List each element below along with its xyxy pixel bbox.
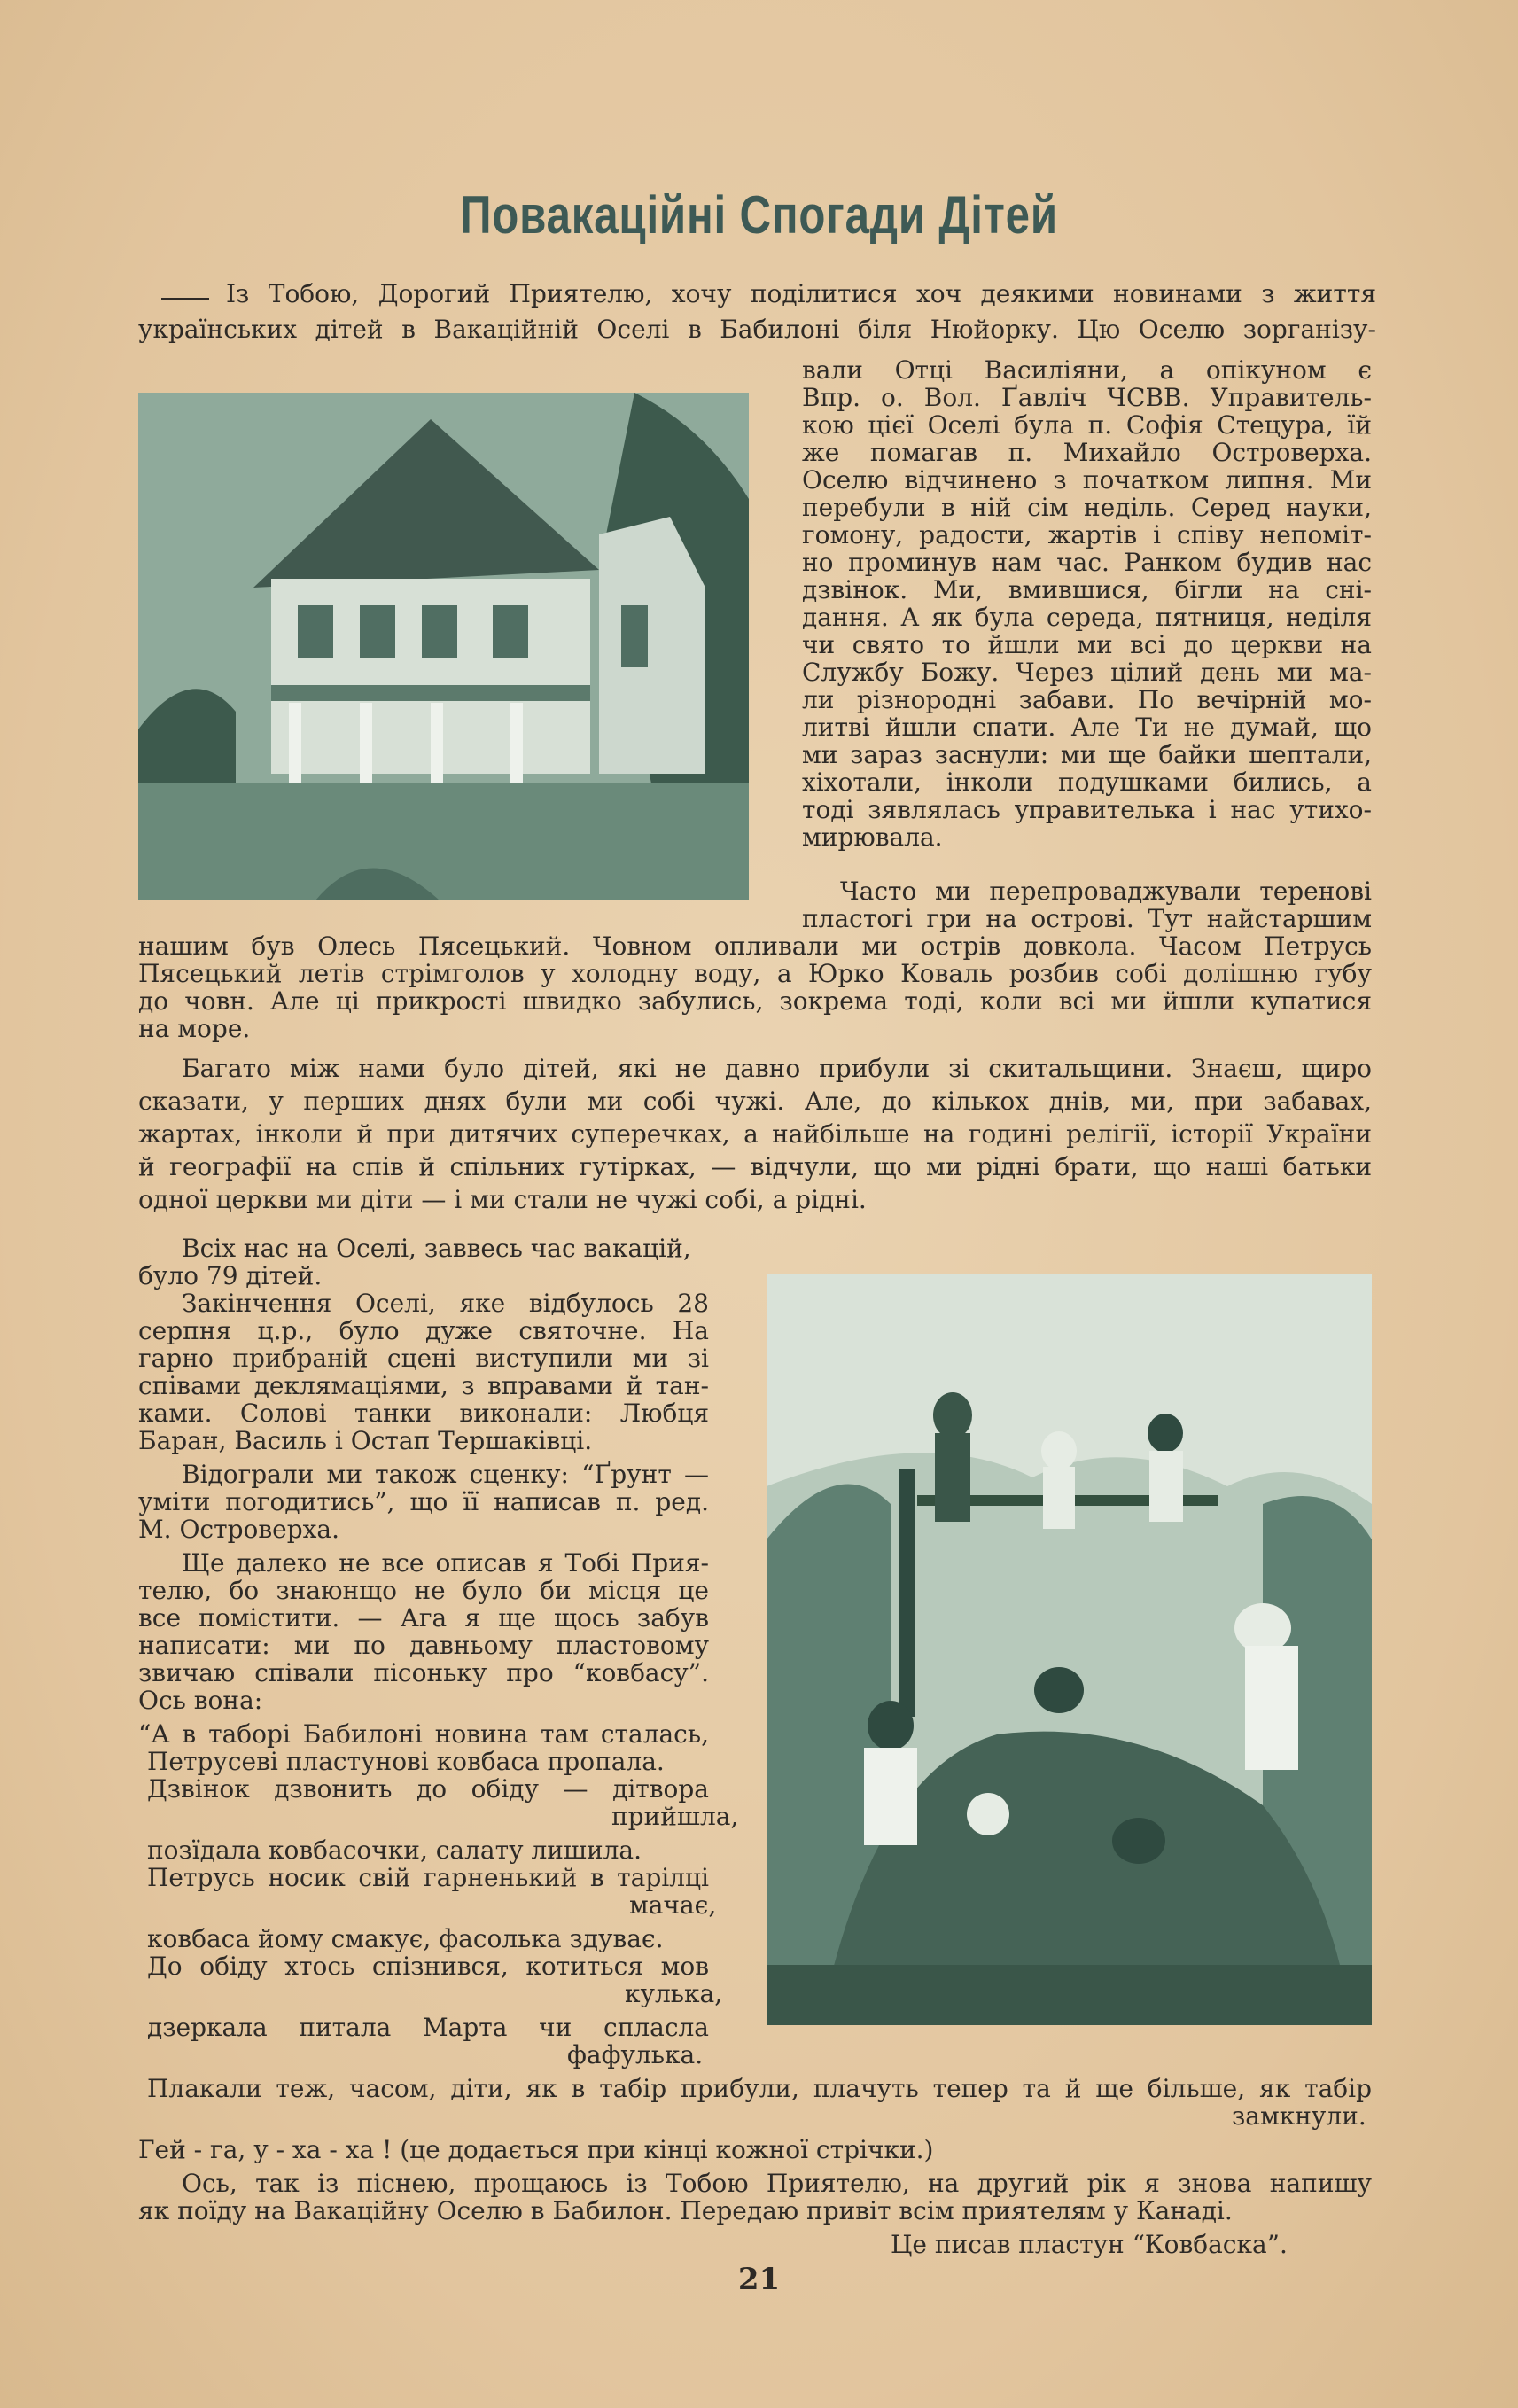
island-line: нашим був Олесь Пясецький. Човном опливали ми острів довкола. Часом Петрусь bbox=[138, 931, 1372, 961]
left-line: звичаю співали пісоньку про “ковбасу”. bbox=[138, 1658, 709, 1687]
right-line: чи свято то йшли ми всі до церкви на bbox=[802, 630, 1372, 659]
song-line: позїдала ковбасочки, салату лишила. bbox=[147, 1835, 642, 1865]
song-line: Дзвінок дзвонить до обіду — дітвора bbox=[147, 1774, 709, 1804]
song-line: фафулька. bbox=[567, 2040, 704, 2069]
left-line: Відограли ми також сценку: “Ґрунт — bbox=[182, 1460, 709, 1489]
right-line: мирювала. bbox=[802, 822, 943, 852]
left-line: телю, бо знаюнщо не було би місця це bbox=[138, 1576, 709, 1605]
refrain-line: Гей - га, у - ха - ха ! (це додається при кінці кожної стрічки.) bbox=[138, 2135, 934, 2164]
right-line: перебули в ній сім неділь. Серед науки, bbox=[802, 493, 1372, 522]
song-line: кулька, bbox=[625, 1979, 723, 2008]
right-line: гомону, радости, жартів і співу непоміт- bbox=[802, 520, 1372, 549]
children-line: Багато між нами було дітей, які не давно прибули зі скитальщини. Знаєш, щиро bbox=[182, 1054, 1372, 1083]
left-line: Ось вона: bbox=[138, 1686, 263, 1715]
island-line: пластогі гри на острові. Тут найстаршим bbox=[802, 904, 1372, 933]
right-line: Впр. о. Вол. Ґавліч ЧСВВ. Управитель- bbox=[802, 383, 1372, 412]
page-number: 21 bbox=[737, 2262, 781, 2297]
left-line: співами деклямаціями, з вправами й тан- bbox=[138, 1371, 709, 1400]
island-line: до човн. Але ці прикрості швидко забулись, зокрема тоді, коли всі ми йшли купатися bbox=[138, 986, 1372, 1016]
right-line: дзвінок. Ми, вмившися, бігли на сні- bbox=[802, 575, 1372, 604]
right-line: тоді зявлялась управителька і нас утихо- bbox=[802, 795, 1372, 824]
left-line: написати: ми по давньому пластовому bbox=[138, 1631, 709, 1660]
song-line: ковбаса йому смакує, фасолька здуває. bbox=[147, 1924, 664, 1953]
right-line: кою цієї Оселі була п. Софія Стецура, їй bbox=[802, 410, 1372, 440]
right-line: хіхотали, інколи подушками бились, а bbox=[802, 768, 1372, 797]
song-line: прийшла, bbox=[611, 1802, 739, 1831]
song-line: “А в таборі Бабилоні новина там сталась, bbox=[138, 1719, 709, 1749]
song-line: мачає, bbox=[629, 1890, 717, 1920]
right-line: Службу Божу. Через цілий день ми ма- bbox=[802, 658, 1372, 687]
left-line: все помістити. — Ага я ще щось забув bbox=[138, 1603, 709, 1633]
left-line: Всіх нас на Оселі, заввесь час вакацій, bbox=[182, 1234, 691, 1263]
right-line: но проминув нам час. Ранком будив нас bbox=[802, 548, 1372, 577]
right-line: Оселю відчинено з початком липня. Ми bbox=[802, 465, 1372, 495]
song-line: Петрусеві пластунові ковбаса пропала. bbox=[147, 1747, 665, 1776]
left-line: ками. Солові танки виконали: Любця bbox=[138, 1399, 709, 1428]
signature: Це писав пластун “Ковбаска”. bbox=[891, 2230, 1288, 2259]
song-line: До обіду хтось спізнився, котиться мов bbox=[147, 1952, 709, 1981]
paragraph-dash bbox=[161, 298, 209, 300]
children-line: жартах, інколи й при дитячих суперечках, а найбільше на годині релігії, історії України bbox=[138, 1119, 1372, 1149]
song-line: дзеркала питала Марта чи спласла bbox=[147, 2013, 709, 2042]
left-line: Баран, Василь і Остап Тершаківці. bbox=[138, 1426, 593, 1455]
children-photo bbox=[767, 1274, 1372, 2025]
children-line: одної церкви ми діти — і ми стали не чужі собі, а рідні. bbox=[138, 1185, 867, 1214]
right-line: дання. А як була середа, пятниця, неділя bbox=[802, 603, 1372, 632]
left-line: Закінчення Оселі, яке відбулось 28 bbox=[182, 1289, 709, 1318]
left-line: було 79 дітей. bbox=[138, 1261, 323, 1290]
right-line: ми зараз заснули: ми ще байки шептали, bbox=[802, 740, 1372, 769]
right-line: литві йшли спати. Але Ти не думай, що bbox=[802, 713, 1372, 742]
left-line: серпня ц.р., було дуже святочне. На bbox=[138, 1316, 709, 1345]
intro-line-1: Із Тобою, Дорогий Приятелю, хочу поділитися хоч деякими новинами з життя bbox=[226, 279, 1376, 308]
song-end-line: Плакали теж, часом, діти, як в табір прибули, плачуть тепер та й ще більше, як табір bbox=[147, 2074, 1372, 2103]
island-line: Часто ми перепроваджували теренові bbox=[840, 877, 1372, 906]
closing-line: Ось, так із піснею, прощаюсь із Тобою Приятелю, на другий рік я знова напишу bbox=[182, 2169, 1372, 2198]
left-line: уміти погодитись”, що її написав п. ред. bbox=[138, 1487, 709, 1516]
song-end-line: замкнули. bbox=[1232, 2101, 1366, 2131]
house-photo bbox=[138, 393, 749, 900]
children-line: й географії на спів й спільних гутірках, — відчули, що ми рідні брати, що наші батьки bbox=[138, 1152, 1372, 1181]
right-line: ли різнородні забави. По вечірній мо- bbox=[802, 685, 1372, 714]
left-line: гарно прибраній сцені виступили ми зі bbox=[138, 1344, 709, 1373]
children-line: сказати, у перших днях були ми собі чужі. Але, до кількох днів, ми, при забавах, bbox=[138, 1087, 1372, 1116]
island-line: Пясецький летів стрімголов у холодну воду, а Юрко Коваль розбив собі долішню губу bbox=[138, 959, 1372, 988]
article-title: Повакаційні Спогади Дітей bbox=[460, 185, 1058, 245]
closing-line: як поїду на Вакаційну Оселю в Бабилон. Передаю привіт всім приятелям у Канаді. bbox=[138, 2196, 1233, 2225]
island-line: на море. bbox=[138, 1014, 251, 1043]
song-line: Петрусь носик свій гарненький в тарілці bbox=[147, 1863, 709, 1892]
intro-line-2: українських дітей в Вакаційній Оселі в Бабилоні біля Нюйорку. Цю Оселю зорганізу- bbox=[138, 315, 1376, 344]
left-line: Ще далеко не все описав я Тобі Прия- bbox=[182, 1548, 709, 1578]
right-line: вали Отці Василіяни, а опікуном є bbox=[802, 355, 1372, 385]
right-line: же помагав п. Михайло Островерха. bbox=[802, 438, 1372, 467]
left-line: М. Островерха. bbox=[138, 1515, 340, 1544]
